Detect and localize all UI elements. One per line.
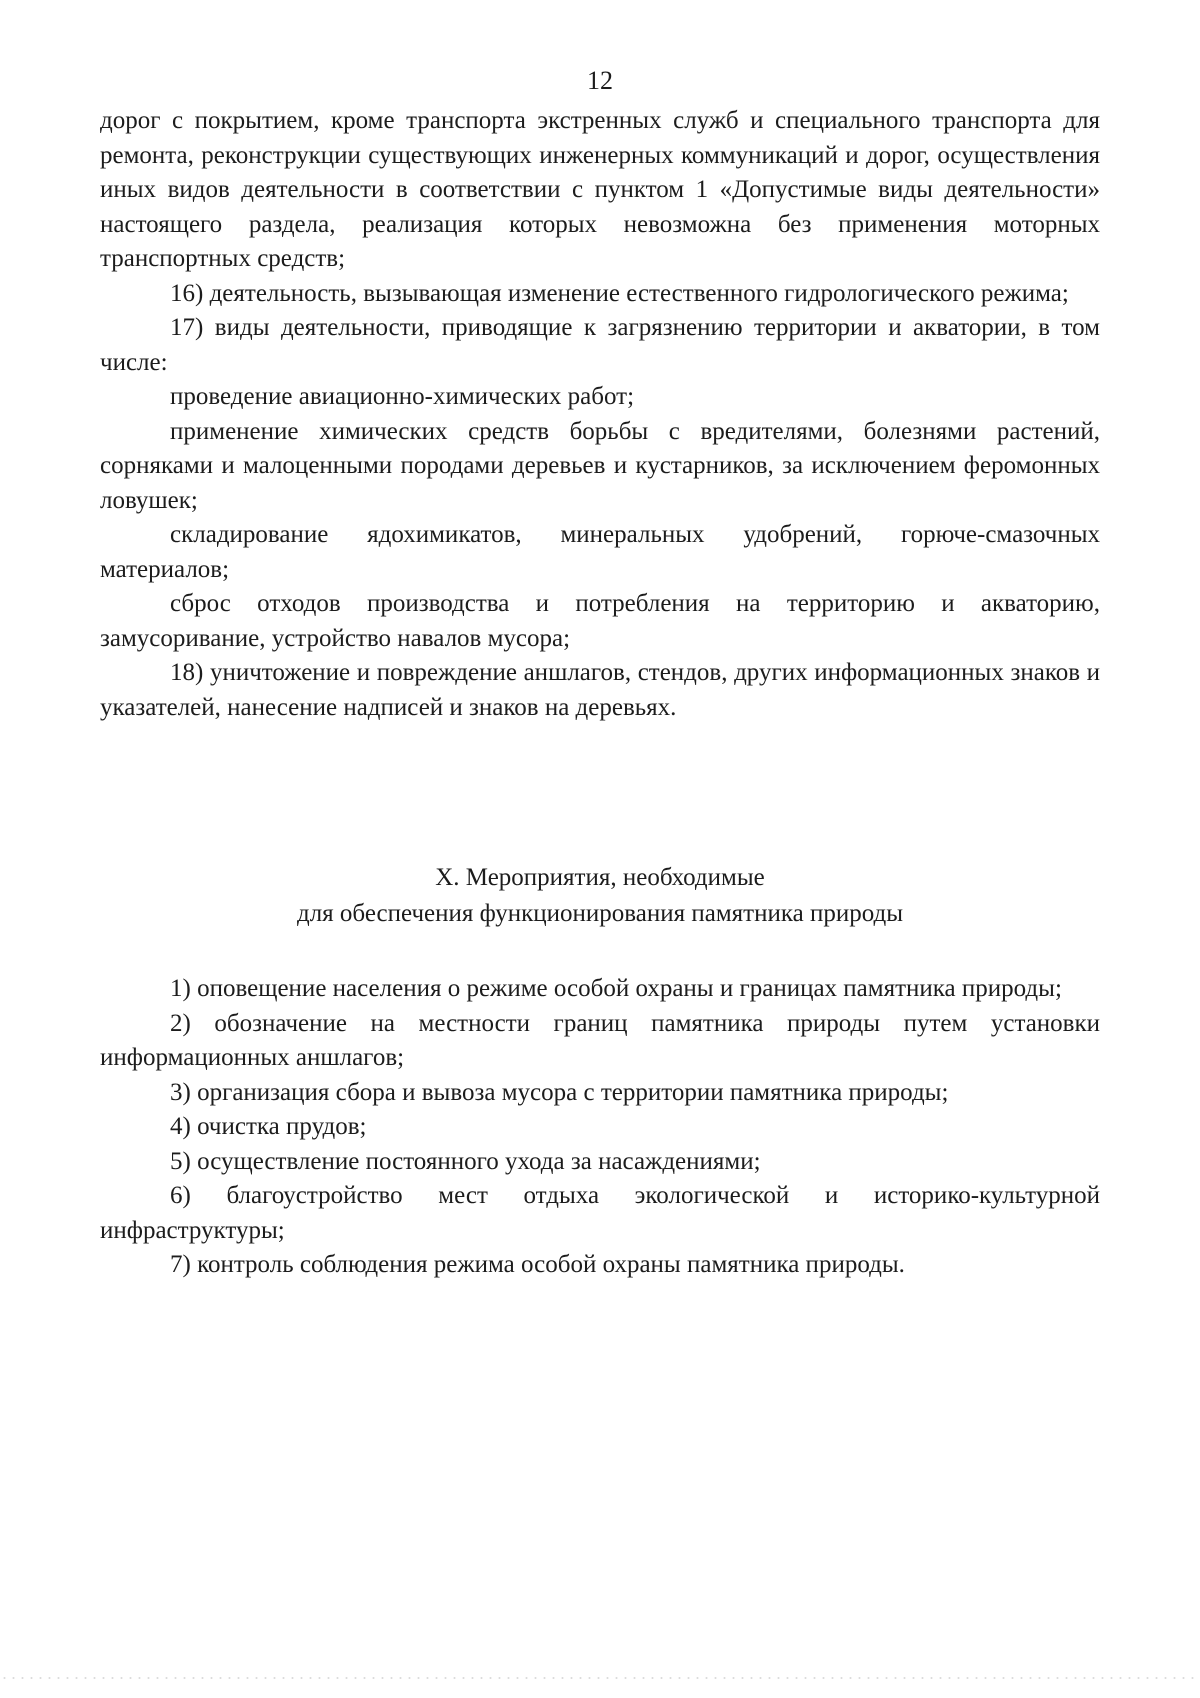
sub-item-aviation-chemical: проведение авиационно-химических работ; <box>170 383 635 410</box>
measure-item-4: 4) очистка прудов; <box>170 1113 367 1140</box>
measures-list <box>100 972 1100 1283</box>
sub-item-waste-dumping: сброс отходов производства и потребления на территорию и акваторию, замусоривание, устройство навалов мусора; <box>100 590 1100 652</box>
section-heading-line-1: X. Мероприятия, необходимые <box>435 864 765 891</box>
sub-item-storage: складирование ядохимикатов, минеральных удобрений, горюче-смазочных материалов; <box>100 521 1100 583</box>
prohibited-activities-list <box>100 104 1100 725</box>
scan-artifact-strip <box>0 1676 1200 1680</box>
sub-item-pest-control: применение химических средств борьбы с вредителями, болезнями растений, сорняками и малоценными породами деревьев и кустарников, за исключением феромонных ловушек; <box>100 417 1100 514</box>
list-item-17: 17) виды деятельности, приводящие к загрязнению территории и акватории, в том числе: <box>100 314 1100 376</box>
measure-item-5: 5) осуществление постоянного ухода за насаждениями; <box>170 1147 761 1175</box>
paragraph-continuation: дорог с покрытием, кроме транспорта экстренных служб и специального транспорта для ремонта, реконструкции существующих инженерных коммуникаций и дорог, осуществления иных видов деятельности в соответствии с пунктом 1 «Допустимые виды деятельности» настоящего раздела, реализация которых невозможна без применения моторных транспортных средств; <box>100 107 1100 272</box>
list-item-18: 18) уничтожение и повреждение аншлагов, стендов, других информационных знаков и указателей, нанесение надписей и знаков на деревьях. <box>100 659 1100 721</box>
page-number: 12 <box>587 66 613 95</box>
measure-item-2: 2) обозначение на местности границ памятника природы путем установки информационных аншлагов; <box>100 1009 1100 1071</box>
section-heading <box>0 860 1200 932</box>
measure-item-3: 3) организация сбора и вывоза мусора с территории памятника природы; <box>170 1078 949 1106</box>
list-item-16: 16) деятельность, вызывающая изменение естественного гидрологического режима; <box>170 279 1069 307</box>
measure-item-1: 1) оповещение населения о режиме особой охраны и границах памятника природы; <box>170 975 1062 1002</box>
measure-item-7: 7) контроль соблюдения режима особой охраны памятника природы. <box>170 1251 905 1278</box>
measure-item-6: 6) благоустройство мест отдыха экологической и историко-культурной инфраструктуры; <box>100 1182 1100 1244</box>
section-heading-line-2: для обеспечения функционирования памятника природы <box>296 900 904 927</box>
